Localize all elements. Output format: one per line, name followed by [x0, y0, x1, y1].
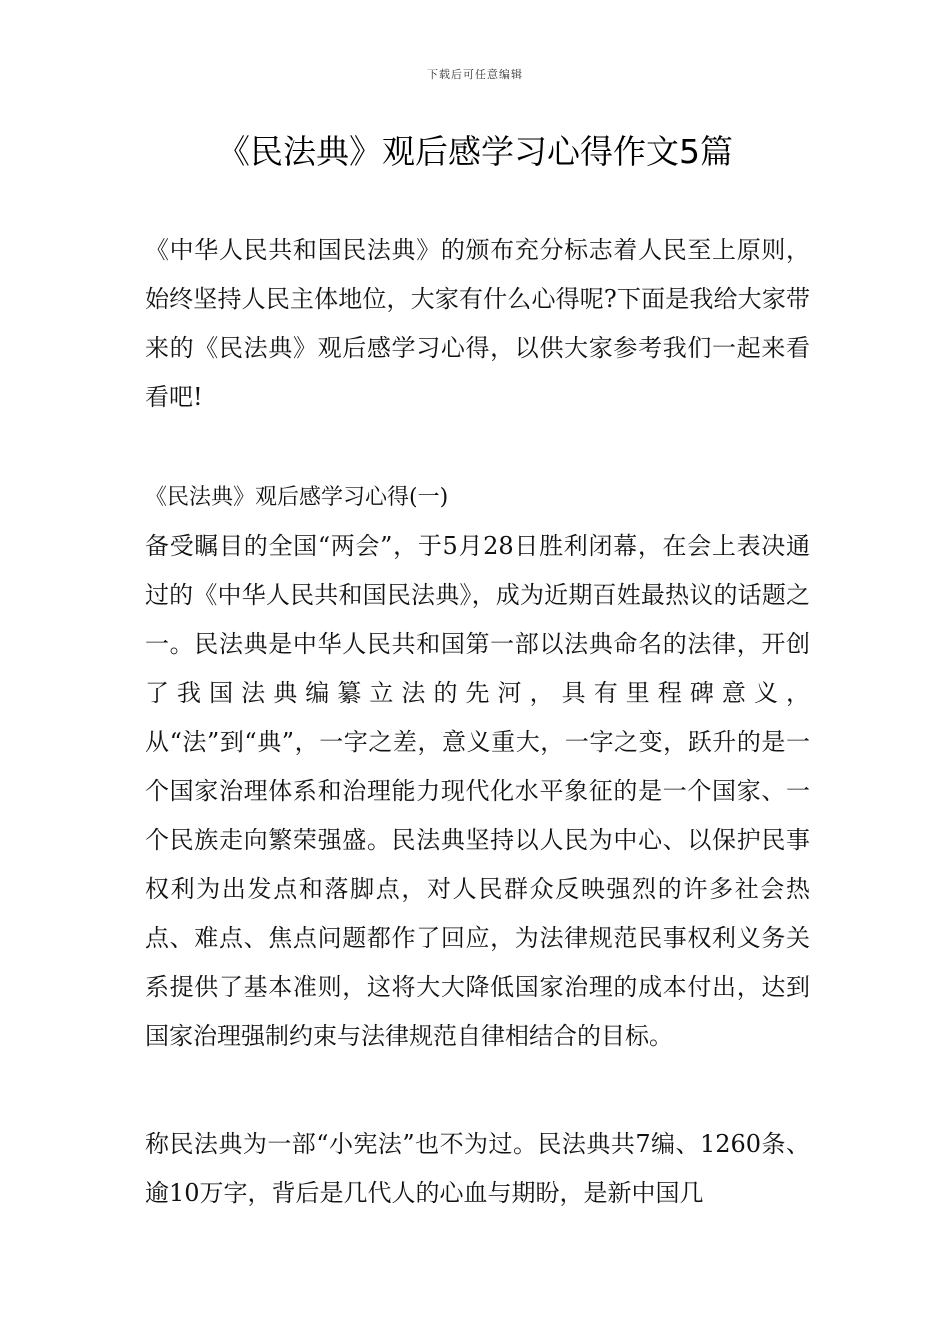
- document-title: 《民法典》观后感学习心得作文5篇: [217, 132, 733, 171]
- body-paragraph-2: 称民法典为一部“小宪法”也不为过。民法典共7编、1260条、逾10万字，背后是几代人的心血与期盼，是新中国几: [145, 1130, 810, 1207]
- header-note: 下载后可任意编辑: [427, 68, 523, 81]
- intro-paragraph: 《中华人民共和国民法典》的颁布充分标志着人民至上原则，始终坚持人民主体地位，大家有什么心得呢?下面是我给大家带来的《民法典》观后感学习心得，以供大家参考我们一起来看看吧!: [145, 236, 810, 411]
- section-heading: 《民法典》观后感学习心得(一): [145, 485, 449, 510]
- body-paragraph-1: 备受瞩目的全国“两会”，于5月28日胜利闭幕，在会上表决通过的《中华人民共和国民法典》，成为近期百姓最热议的话题之一。民法典是中华人民共和国第一部以法典命名的法律，开创了我国法典编纂立法的先河，具有里程碑意义，从“法”到“典”，一字之差，意义重大，一字之变，跃升的是一个国家治理体系和治理能力现代化水平象征的是一个国家、一个民族走向繁荣强盛。民法典坚持以人民为中心、以保护民事权利为出发点和落脚点，对人民群众反映强烈的许多社会热点、难点、焦点问题都作了回应，为法律规范民事权利义务关系提供了基本准则，这将大大降低国家治理的成本付出，达到国家治理强制约束与法律规范自律相结合的目标。: [145, 532, 810, 1050]
